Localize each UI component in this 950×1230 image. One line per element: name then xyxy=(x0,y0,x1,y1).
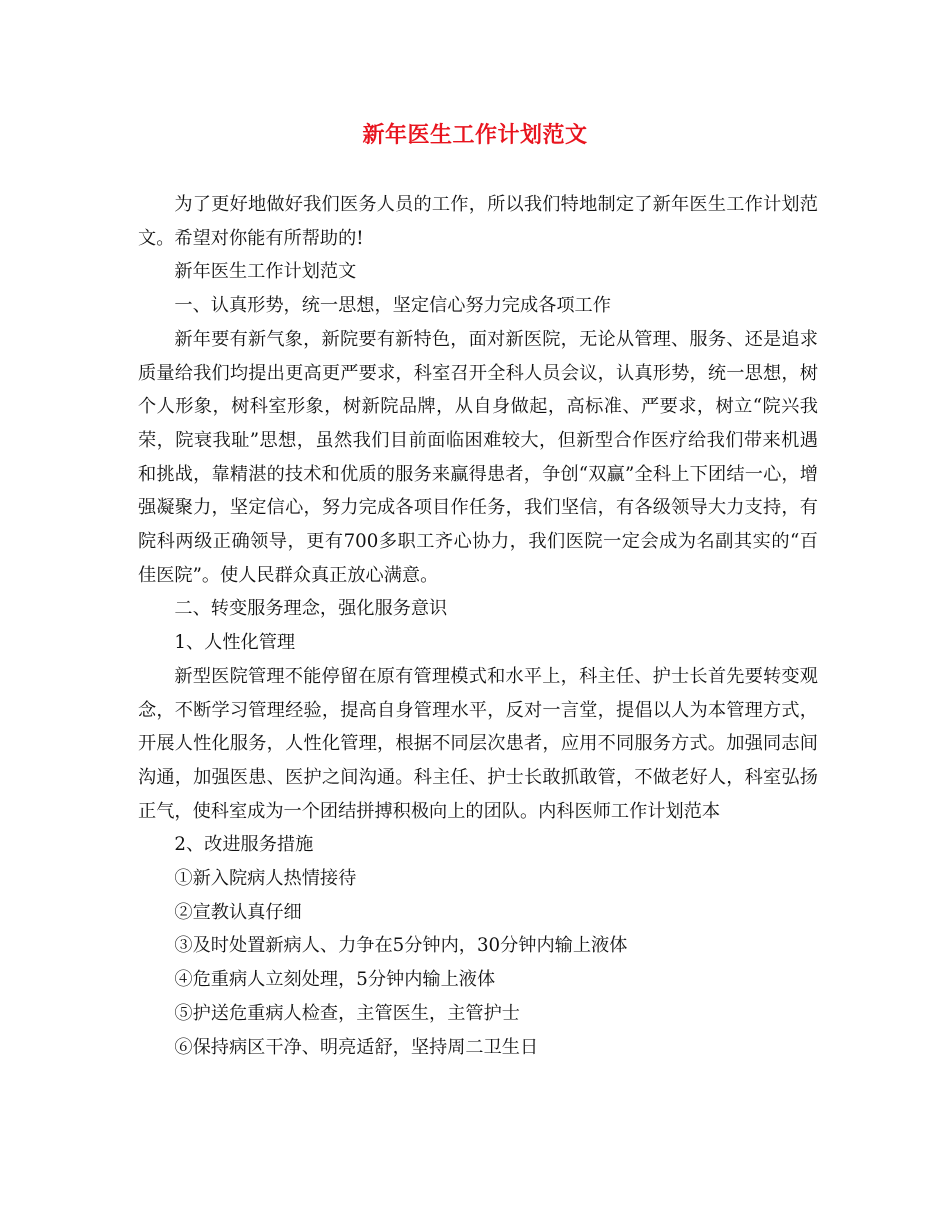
list-item: ②宣教认真仔细 xyxy=(174,901,302,923)
document-body xyxy=(138,188,818,1064)
subsection-heading-humanized-management: 1、人性化管理 xyxy=(174,632,296,654)
paragraph-subtitle: 新年医生工作计划范文 xyxy=(174,261,357,283)
list-item: ③及时处置新病人、力争在5分钟内，30分钟内输上液体 xyxy=(174,935,628,957)
list-item: ④危重病人立刻处理，5分钟内输上液体 xyxy=(174,969,496,991)
list-item: ⑤护送危重病人检查，主管医生，主管护士 xyxy=(174,1002,520,1024)
paragraph-intro: 为了更好地做好我们医务人员的工作，所以我们特地制定了新年医生工作计划范文。希望对你能有所帮助的! xyxy=(138,194,818,249)
document-title: 新年医生工作计划范文 xyxy=(362,122,588,148)
list-item: ①新入院病人热情接待 xyxy=(174,868,357,890)
section-heading-1: 一、认真形势，统一思想，坚定信心努力完成各项工作 xyxy=(174,295,611,317)
list-item: ⑥保持病区干净、明亮适舒，坚持周二卫生日 xyxy=(174,1036,539,1058)
paragraph-section-1-body: 新年要有新气象，新院要有新特色，面对新医院，无论从管理、服务、还是追求质量给我们均提出更高更严要求，科室召开全科人员会议，认真形势，统一思想，树个人形象，树科室形象，树新院品牌，从自身做起，高标准、严要求，树立“院兴我荣，院衰我耻”思想，虽然我们目前面临困难较大，但新型合作医疗给我们带来机遇和挑战，靠精湛的技术和优质的服务来赢得患者，争创“双赢”全科上下团结一心，增强凝聚力，坚定信心，努力完成各项目作任务，我们坚信，有各级领导大力支持，有院科两级正确领导，更有700多职工齐心协力，我们医院一定会成为名副其实的“百佳医院”。使人民群众真正放心满意。 xyxy=(138,328,818,586)
section-heading-2: 二、转变服务理念，强化服务意识 xyxy=(174,598,448,620)
subsection-heading-service-measures: 2、改进服务措施 xyxy=(174,834,314,856)
paragraph-humanized-management-body: 新型医院管理不能停留在原有管理模式和水平上，科主任、护士长首先要转变观念，不断学习管理经验，提高自身管理水平，反对一言堂，提倡以人为本管理方式，开展人性化服务，人性化管理，根据不同层次患者，应用不同服务方式。加强同志间沟通，加强医患、医护之间沟通。科主任、护士长敢抓敢管，不做老好人，科室弘扬正气，使科室成为一个团结拼搏积极向上的团队。内科医师工作计划范本 xyxy=(138,665,818,822)
